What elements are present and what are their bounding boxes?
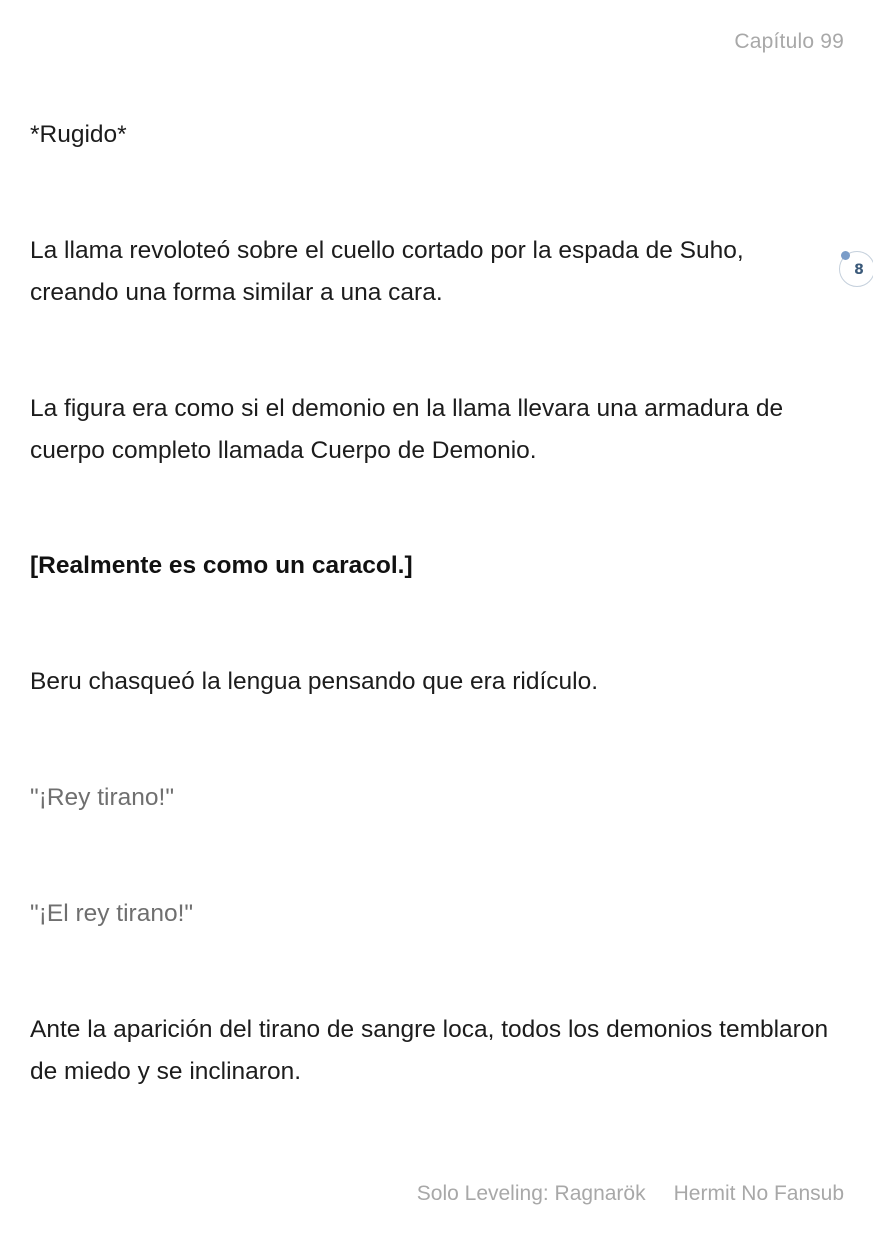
chapter-title: Capítulo 99 <box>734 30 844 53</box>
paragraph-flame: La llama revoloteó sobre el cuello cortado por la espada de Suho, creando una forma similar a una cara. <box>30 237 744 306</box>
comment-count: 8 <box>854 262 864 278</box>
footer-book-title: Solo Leveling: Ragnarök <box>416 1182 646 1205</box>
paragraph-tyrant-shout-1: "¡Rey tirano!" <box>30 784 175 811</box>
footer-translator: Hermit No Fansub <box>673 1182 844 1205</box>
footer <box>417 1182 844 1206</box>
paragraph-beru-thought: [Realmente es como un caracol.] <box>30 552 413 579</box>
comment-count-badge[interactable] <box>839 251 873 287</box>
paragraph-roar: *Rugido* <box>30 121 127 148</box>
paragraph-beru-click: Beru chasqueó la lengua pensando que era ridículo. <box>30 668 598 695</box>
paragraph-demons-bow: Ante la aparición del tirano de sangre loca, todos los demonios temblaron de miedo y se inclinaron. <box>30 1016 829 1085</box>
paragraph-tyrant-shout-2: "¡El rey tirano!" <box>30 900 194 927</box>
paragraph-figure: La figura era como si el demonio en la llama llevara una armadura de cuerpo completo llamada Cuerpo de Demonio. <box>30 395 784 464</box>
